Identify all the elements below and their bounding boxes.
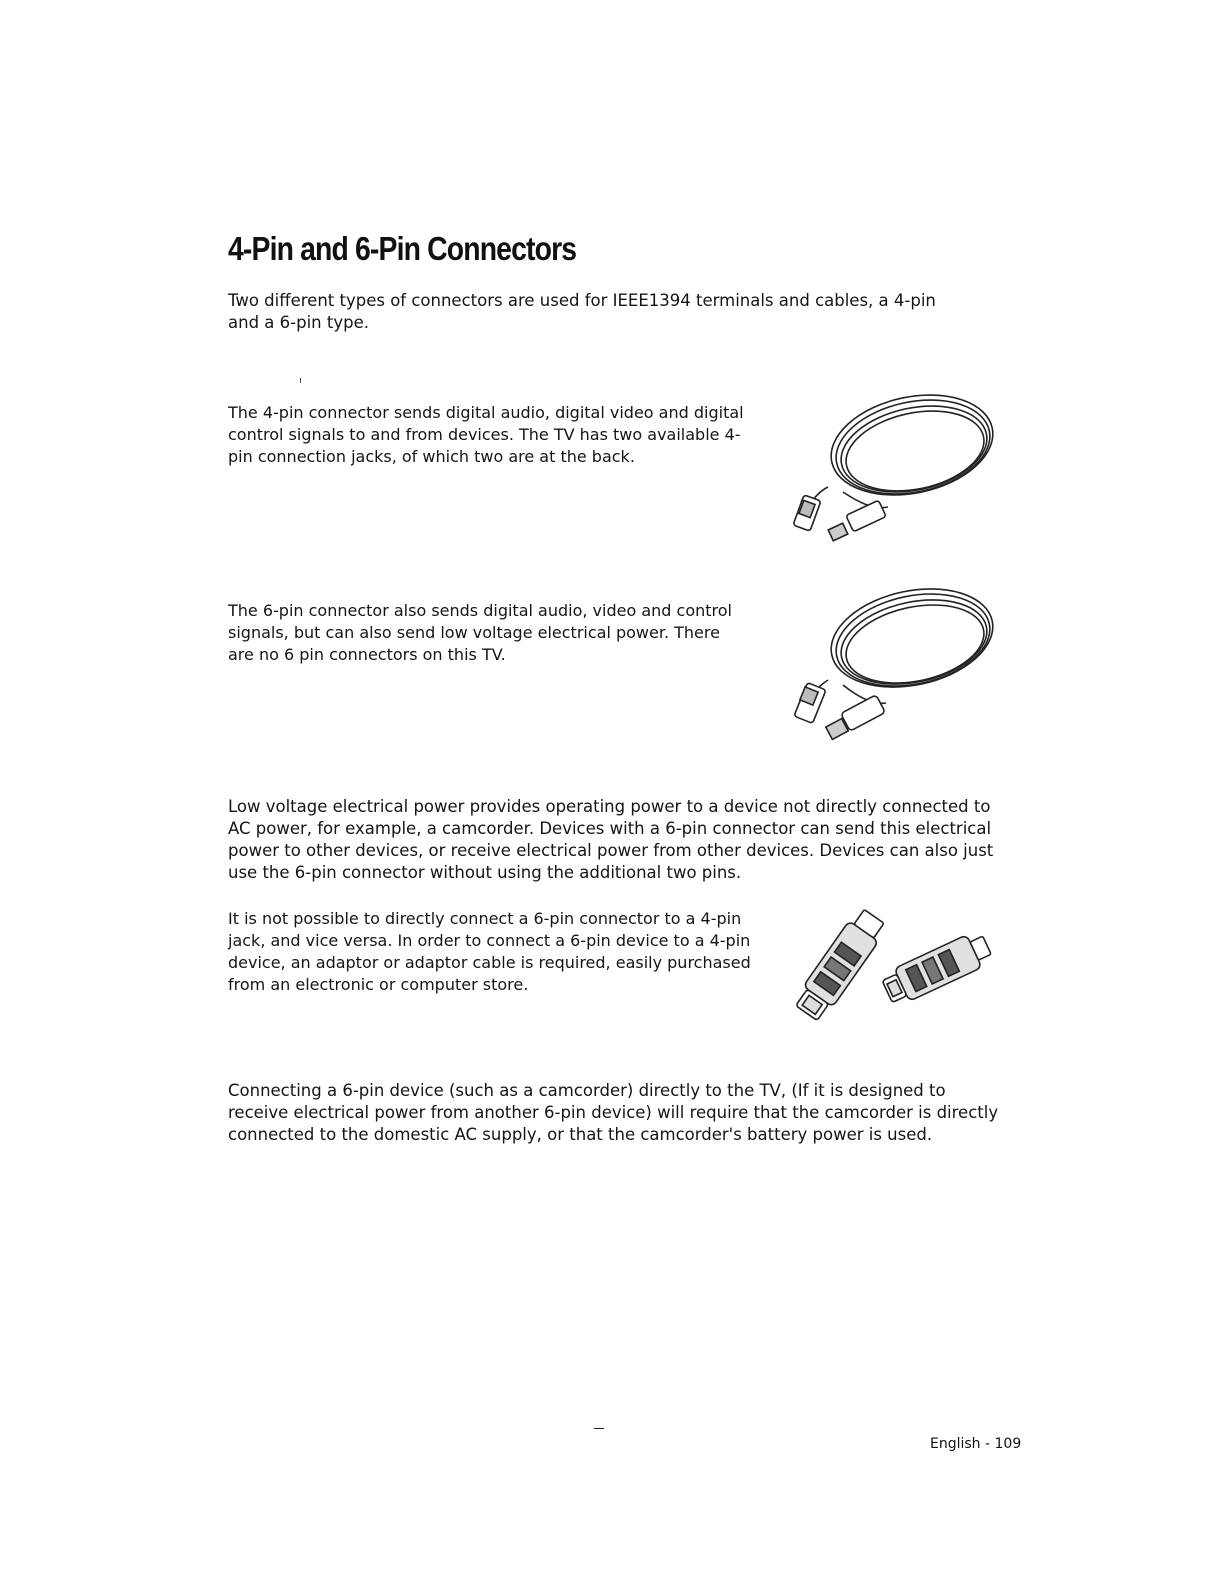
intro-paragraph: Two different types of connectors are used for IEEE1394 terminals and cables, a 4-pin and a 6-pin type.	[228, 291, 936, 332]
page-number: English - 109	[930, 1436, 1022, 1452]
four-pin-description: The 4-pin connector sends digital audio, digital video and digital control signals to and from devices. The TV has two available 4-pin connection jacks, of which two are at the back.	[228, 403, 744, 466]
adaptor-image	[788, 898, 1003, 1033]
adaptor-paragraph: It is not possible to directly connect a 6-pin connector to a 4-pin jack, and vice versa. In order to connect a 6-pin device to a 4-pin device, an adaptor or adaptor cable is required, easily purchased from an electronic or computer store.	[228, 909, 751, 994]
power-paragraph: Low voltage electrical power provides operating power to a device not directly connected to AC power, for example, a camcorder. Devices with a 6-pin connector can send this electrical power to other devices, or receive electrical power from other devices. Devices can also just use the 6-pin connector without using the additional two pins.	[228, 797, 994, 882]
camcorder-paragraph: Connecting a 6-pin device (such as a camcorder) directly to the TV, (If it is designed to receive electrical power from another 6-pin device) will require that the camcorder is directly connected to the domestic AC supply, or that the camcorder's battery power is used.	[228, 1081, 999, 1144]
center-dash	[594, 1428, 604, 1429]
six-pin-description: The 6-pin connector also sends digital audio, video and control signals, but can also send low voltage electrical power. There are no 6 pin connectors on this TV.	[228, 601, 732, 664]
page-title: 4-Pin and 6-Pin Connectors	[228, 230, 577, 267]
stray-mark	[300, 378, 301, 383]
four-pin-cable-image	[788, 392, 998, 552]
six-pin-cable-image	[788, 585, 998, 750]
